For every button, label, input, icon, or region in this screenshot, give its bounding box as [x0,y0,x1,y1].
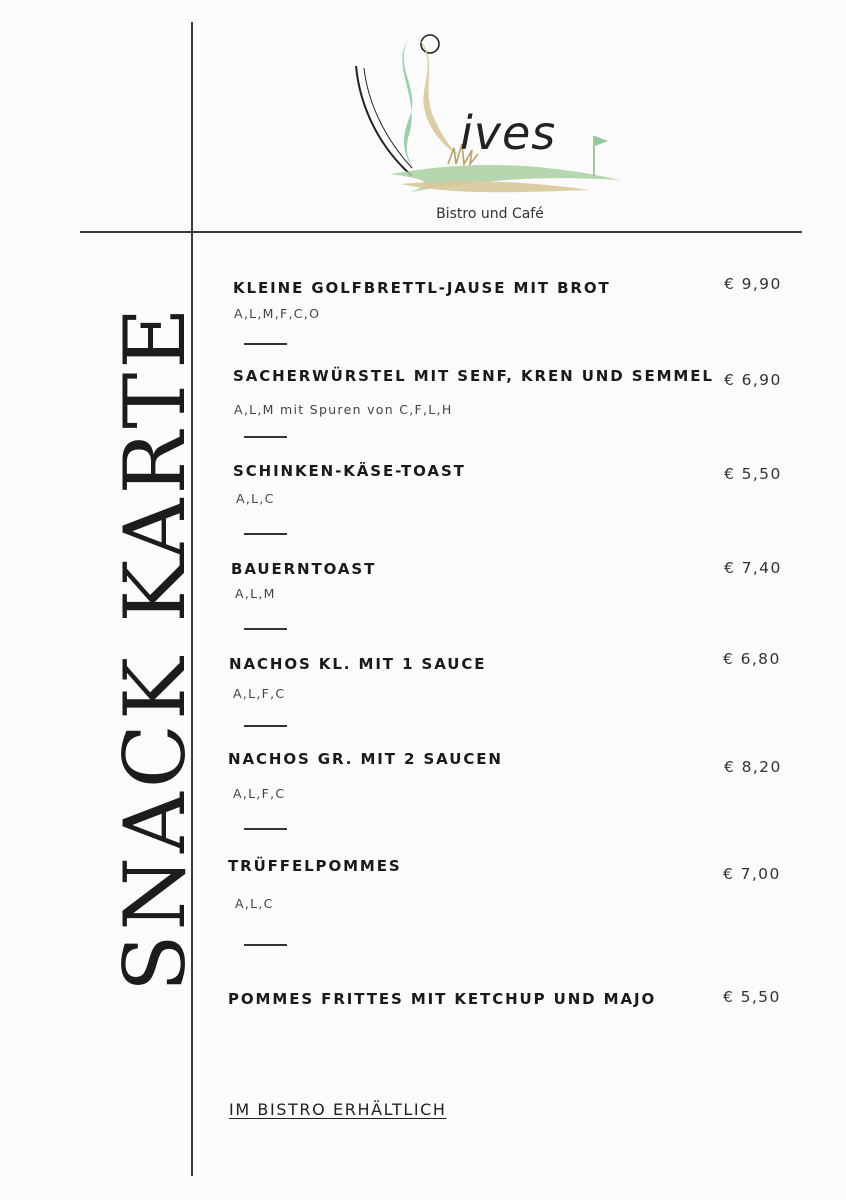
item-divider [244,725,287,727]
item-divider [244,436,287,438]
menu-item-price: € 5,50 [723,988,781,1006]
brand-subtitle: Bistro und Café [436,206,544,222]
menu-item-allergens: A,L,M [235,586,276,601]
menu-item-allergens: A,L,C [236,491,275,506]
menu-item-allergens: A,L,M mit Spuren von C,F,L,H [234,402,453,417]
item-divider [244,533,287,535]
item-divider [244,628,287,630]
item-divider [244,944,287,946]
menu-item-name: POMMES FRITTES MIT KETCHUP UND MAJO [228,990,657,1008]
item-divider [244,343,287,345]
menu-item-name: SCHINKEN-KÄSE-TOAST [233,462,466,480]
menu-item-name: NACHOS GR. MIT 2 SAUCEN [228,750,503,768]
menu-item-name: SACHERWÜRSTEL MIT SENF, KREN UND SEMMEL [233,367,714,385]
menu-item-price: € 6,90 [724,371,782,389]
menu-item-price: € 7,40 [724,559,782,577]
menu-item-price: € 9,90 [724,275,782,293]
vives-logo [350,28,630,198]
item-divider [244,828,287,830]
menu-item-allergens: A,L,M,F,C,O [234,306,321,321]
menu-item-name: KLEINE GOLFBRETTL-JAUSE MIT BROT [233,279,611,297]
menu-item-allergens: A,L,F,C [233,686,286,701]
brand-wordmark: ives [460,106,557,160]
menu-item-allergens: A,L,C [235,896,274,911]
menu-item-price: € 6,80 [723,650,781,668]
menu-item-allergens: A,L,F,C [233,786,286,801]
menu-item-name: NACHOS KL. MIT 1 SAUCE [229,655,487,673]
menu-title: SNACK KARTE [106,303,204,992]
menu-item-price: € 7,00 [723,865,781,883]
availability-note: IM BISTRO ERHÄLTLICH [229,1100,447,1119]
menu-item-price: € 8,20 [724,758,782,776]
menu-item-name: BAUERNTOAST [231,560,377,578]
menu-item-price: € 5,50 [724,465,782,483]
menu-item-name: TRÜFFELPOMMES [228,857,402,875]
horizontal-divider-line [80,231,802,233]
